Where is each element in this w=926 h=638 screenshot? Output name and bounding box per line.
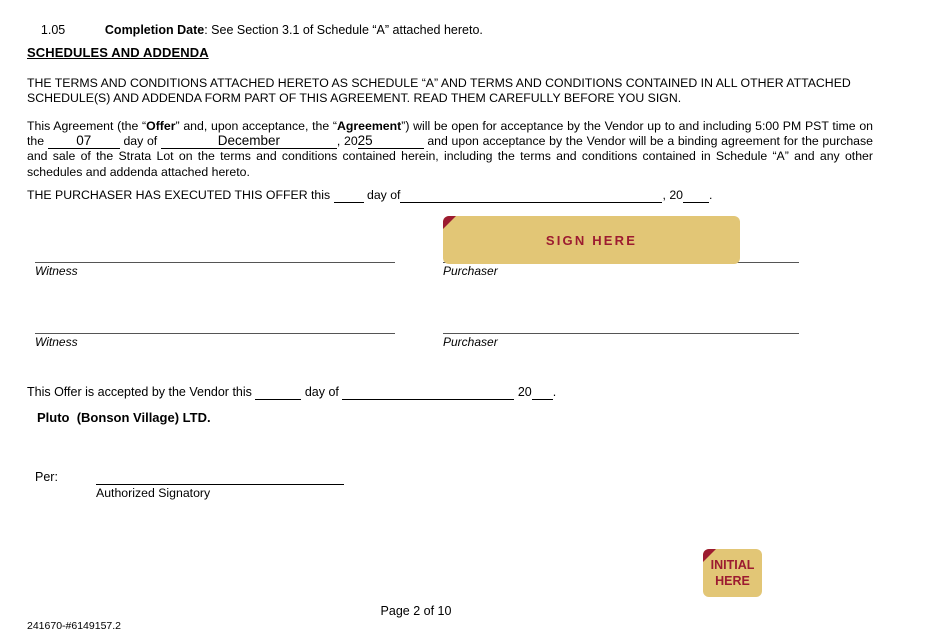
sign-here-tag[interactable] [443, 216, 740, 264]
initial-here-tag[interactable] [703, 549, 762, 597]
executed-month-blank[interactable] [400, 190, 662, 203]
vendor-text-seg-3: 20 [514, 385, 532, 399]
purchaser-label-1: Purchaser [443, 264, 498, 278]
section-heading-schedules-and-addenda: SCHEDULES AND ADDENDA [27, 45, 209, 60]
offer-text-seg-4: day of [119, 134, 161, 149]
clause-term-label: Completion Date [104, 22, 205, 37]
witness-label-2: Witness [35, 335, 78, 349]
offer-text-seg-6: and upon acceptance by the Vendor will be a binding agreement for the purchase and sale of the Strata Lot on the terms and conditions contained herein, including the terms and conditions contained in Schedule “A” and any other schedules and addenda attached hereto. [27, 134, 877, 179]
executed-text-seg-4: . [709, 188, 713, 202]
vendor-year-blank[interactable] [532, 387, 553, 400]
offer-text-seg-2: ” and, upon acceptance, the “ [175, 119, 337, 133]
vendor-text-seg-2: day of [301, 385, 343, 399]
folded-corner-icon [443, 216, 456, 229]
executed-year-blank[interactable] [683, 190, 709, 203]
per-label: Per: [35, 470, 58, 484]
vendor-month-blank[interactable] [342, 387, 514, 400]
purchaser-executed-line [27, 188, 712, 203]
vendor-text-seg-4: . [552, 385, 557, 399]
initial-here-tag-label-line1: INITIAL [710, 558, 755, 572]
authorized-signatory-caption: Authorized Signatory [96, 486, 211, 500]
initial-here-tag-label-line2: HERE [715, 574, 750, 588]
executed-text-seg-3: , 20 [662, 188, 683, 202]
year-field[interactable]: 25 [358, 134, 424, 149]
witness-label-1: Witness [35, 264, 78, 278]
vendor-acceptance-line [27, 385, 556, 400]
offer-text-seg-1: This Agreement (the “ [27, 119, 147, 133]
offer-defined-term: Offer [146, 119, 176, 133]
offer-acceptance-paragraph [27, 119, 877, 180]
purchaser-label-2: Purchaser [443, 335, 498, 349]
terms-and-conditions-paragraph: THE TERMS AND CONDITIONS ATTACHED HERETO AS SCHEDULE “A” AND TERMS AND CONDITIONS CONTAINED IN ALL OTHER ATTACHED SCHEDULE(S) AND ADDENDA FORM PART OF THIS AGREEMENT. READ THEM CAREFULLY BEFORE YOU SIGN. [27, 76, 855, 105]
vendor-day-blank[interactable] [255, 387, 301, 400]
executed-day-blank[interactable] [334, 190, 364, 203]
offer-text-seg-3: ”) will be open for acceptance by the Vendor up to and including 5:00 PM PST time on the [27, 119, 877, 149]
witness-signature-line-1[interactable] [35, 262, 395, 263]
vendor-text-seg-1: This Offer is accepted by the Vendor this [27, 385, 256, 399]
executed-text-seg-1: THE PURCHASER HAS EXECUTED THIS OFFER this [27, 188, 334, 202]
document-id-footer: 241670-#6149157.2 [27, 620, 122, 632]
month-field[interactable]: December [161, 134, 337, 149]
clause-number: 1.05 [40, 22, 66, 37]
clause-body-text: : See Section 3.1 of Schedule “A” attached hereto. [204, 22, 483, 37]
offer-text-seg-5: , 20 [336, 134, 358, 149]
witness-signature-line-2[interactable] [35, 333, 395, 334]
vendor-company-name: Pluto (Bonson Village) LTD. [37, 410, 211, 425]
folded-corner-icon [703, 549, 716, 562]
executed-text-seg-2: day of [363, 188, 401, 202]
authorized-signatory-line[interactable] [96, 484, 344, 485]
agreement-defined-term: Agreement [337, 119, 402, 133]
page-number-footer: Page 2 of 10 [380, 604, 452, 618]
purchaser-signature-line-2[interactable] [443, 333, 799, 334]
day-field[interactable]: 07 [48, 134, 120, 149]
sign-here-tag-label: SIGN HERE [545, 232, 638, 248]
